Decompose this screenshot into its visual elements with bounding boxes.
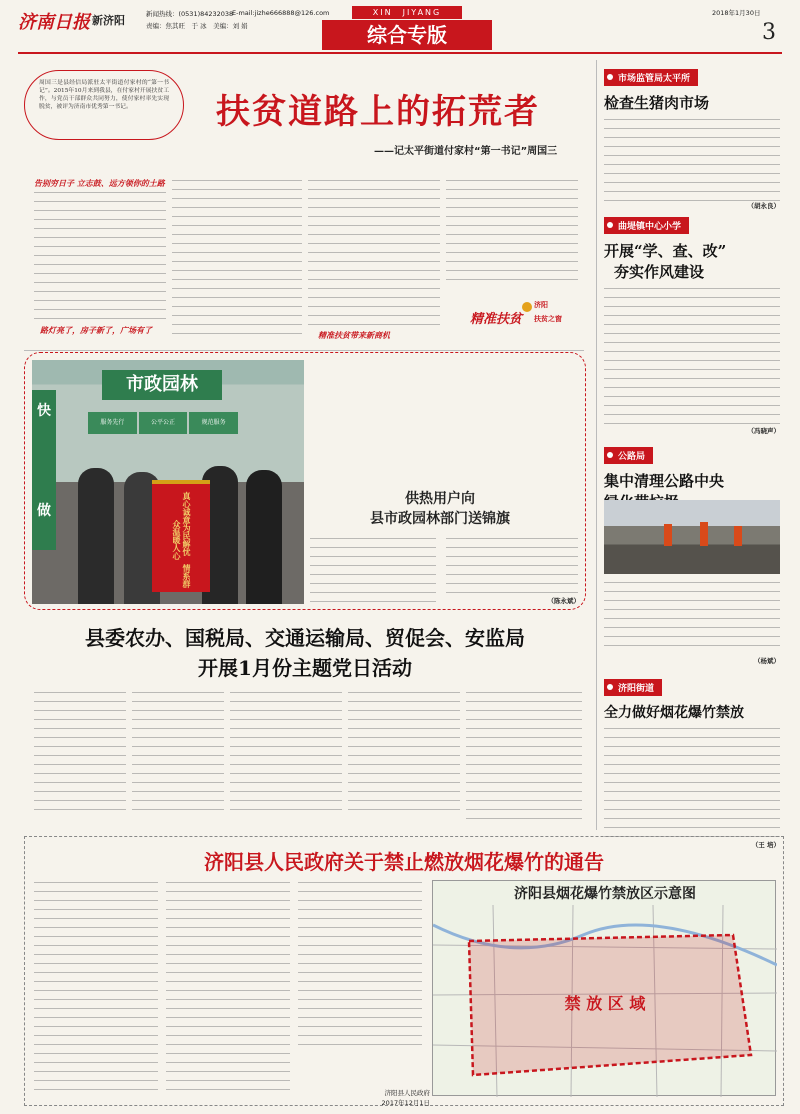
poverty-badge-mark: 精准扶贫 xyxy=(470,312,523,327)
map-zone-label: 禁 放 区 域 xyxy=(564,994,646,1013)
photo-sign-left-text: 快 xyxy=(37,403,51,419)
right-story-2-title: 开展“学、查、改” xyxy=(604,242,727,260)
road-photo-worker-3 xyxy=(734,526,742,546)
party-day-headline-2: 开展1月份主题党日活动 xyxy=(198,656,412,680)
right-story-2-title-2: 夯实作风建设 xyxy=(614,263,705,281)
right-story-3-byline: （杨斌） xyxy=(754,657,780,665)
party-col-3 xyxy=(230,690,342,810)
road-photo-worker-1 xyxy=(664,524,672,546)
masthead-sub: 新济阳 xyxy=(92,14,125,27)
photo-banner-text: 真心诚意为民解忧 情系群众温暖人心 xyxy=(172,492,191,588)
masthead-rule xyxy=(18,52,782,54)
poverty-badge xyxy=(470,296,580,340)
lead-title: 扶贫道路上的拓荒者 xyxy=(216,92,540,132)
photo-board-2: 公平公正 xyxy=(139,412,188,434)
photo-person-1 xyxy=(78,468,114,604)
news-photo xyxy=(32,360,304,604)
lead-intro: 周国三是县经信局派驻太平街道付家村的“第一书记”。2015年10月来到我县，在付家村开展扶贫工作，与党员干部群众共同努力，使付家村率先实现脱贫，被评为济南市优秀第一书记。 xyxy=(39,80,169,110)
lead-intro-box xyxy=(24,70,184,140)
photo-story-col-2 xyxy=(446,536,578,594)
poverty-badge-window: 扶贫之窗 xyxy=(534,315,562,323)
masthead xyxy=(0,0,800,60)
photo-sign-left xyxy=(32,390,56,550)
right-story-1-tag: 市场监管局太平所 xyxy=(604,69,698,86)
masthead-hotline: 新闻热线：(0531)84232038 xyxy=(146,10,234,18)
lead-subhead-3: 精准扶贫带来新商机 xyxy=(318,331,390,340)
notice-col-1 xyxy=(34,880,158,1096)
masthead-date: 2018年1月30日 xyxy=(712,9,761,17)
notice-signer: 济阳县人民政府 xyxy=(384,1089,430,1097)
poverty-badge-heart-icon xyxy=(522,302,532,312)
right-story-2 xyxy=(604,214,780,436)
right-story-3 xyxy=(604,444,780,668)
road-photo xyxy=(604,500,780,574)
lead-col-1 xyxy=(34,190,166,320)
photo-story-title-1: 供热用户向 xyxy=(405,491,475,507)
right-story-2-tag: 曲堤镇中心小学 xyxy=(604,217,689,234)
right-story-4-byline: （王 培） xyxy=(751,841,780,849)
photo-story-title-2: 县市政园林部门送锦旗 xyxy=(370,511,510,527)
lead-col-3 xyxy=(308,178,440,328)
right-story-1-byline: （胡永良） xyxy=(747,202,780,210)
ban-zone-map xyxy=(432,880,776,1096)
lead-subhead-2: 路灯亮了，房子新了，广场有了 xyxy=(40,326,152,335)
masthead-pinyin: XIN JIYANG xyxy=(352,6,462,19)
right-story-2-body xyxy=(604,286,780,426)
lead-bottom-rule xyxy=(24,350,584,351)
masthead-section: 综合专版 xyxy=(322,20,492,50)
road-photo-worker-2 xyxy=(700,522,708,546)
masthead-editors: 责编：焦其旺 于 冰 美编：刘 娟 xyxy=(146,22,248,30)
lead-subtitle: ——记太平街道付家村“第一书记”周国三 xyxy=(374,146,558,157)
notice-title: 济阳县人民政府关于禁止燃放烟花爆竹的通告 xyxy=(204,850,604,874)
right-story-1-body xyxy=(604,117,780,201)
right-story-3-body xyxy=(604,580,780,654)
right-story-4 xyxy=(604,676,780,849)
right-story-1-title: 检查生猪肉市场 xyxy=(604,94,710,112)
photo-board-3: 规范服务 xyxy=(189,412,238,434)
photo-story-col-1 xyxy=(310,536,436,604)
party-col-2 xyxy=(132,690,224,810)
right-story-3-tag: 公路局 xyxy=(604,447,653,464)
lead-subhead-1: 告别穷日子 立志鼓、远方领你的土路 xyxy=(34,179,165,188)
photo-board-1: 服务先行 xyxy=(88,412,137,434)
lead-col-4 xyxy=(446,178,578,288)
page-number: 3 xyxy=(762,20,776,45)
map-title: 济阳县烟花爆竹禁放区示意图 xyxy=(514,886,696,902)
right-story-2-byline: （冯晓声） xyxy=(747,427,780,435)
right-story-4-body xyxy=(604,726,780,840)
notice-col-2 xyxy=(166,880,290,1096)
right-story-1 xyxy=(604,66,780,210)
notice-date: 2017年12月1日 xyxy=(381,1099,430,1107)
right-col-divider xyxy=(596,60,597,830)
lead-col-2 xyxy=(172,178,302,338)
photo-sign-left-text-2: 做 xyxy=(37,503,51,519)
party-col-4 xyxy=(348,690,460,810)
party-col-5 xyxy=(466,690,582,820)
masthead-logo: 济南日报 xyxy=(18,12,90,33)
photo-banner xyxy=(152,480,210,592)
right-story-3-title: 集中清理公路中央 xyxy=(604,472,725,490)
notice-col-3 xyxy=(298,880,422,1050)
masthead-email: E-mail:jizhe666888@126.com xyxy=(232,9,330,17)
photo-story-byline: （陈永斌） xyxy=(547,597,580,605)
party-col-1 xyxy=(34,690,126,810)
photo-sign-top: 市政园林 xyxy=(102,370,222,400)
photo-sign-boards xyxy=(88,412,238,434)
poverty-badge-city: 济阳 xyxy=(534,301,548,309)
right-story-4-tag: 济阳街道 xyxy=(604,679,662,696)
right-story-4-title: 全力做好烟花爆竹禁放 xyxy=(604,705,744,721)
party-day-headline-1: 县委农办、国税局、交通运输局、贸促会、安监局 xyxy=(85,626,525,650)
photo-person-4 xyxy=(246,470,282,604)
